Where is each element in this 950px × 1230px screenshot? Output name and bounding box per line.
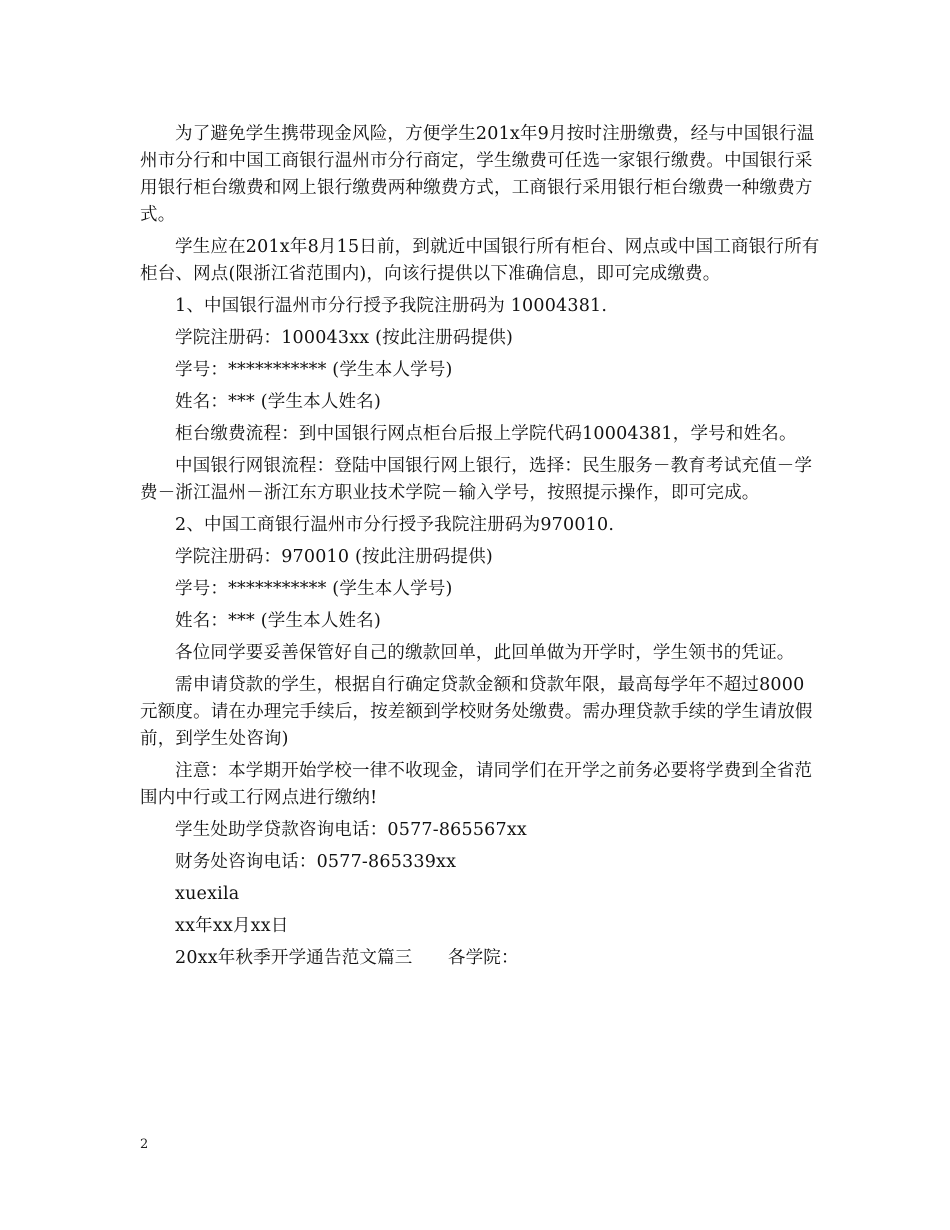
paragraph-cash-risk-notice: 为了避免学生携带现金风险，方便学生201x年9月按时注册缴费，经与中国银行温州市分行和中国工商银行温州市分行商定，学生缴费可任选一家银行缴费。中国银行采用银行柜台缴费和网上银行缴费两种缴费方式，工商银行采用银行柜台缴费一种缴费方式。 [140,123,815,225]
paragraph-no-cash-notice: 注意：本学期开始学校一律不收现金，请同学们在开学之前务必要将学费到全省范围内中行或工行网点进行缴纳! [140,760,813,808]
paragraph-boc-student-id: 学号：*********** (学生本人学号) [175,359,453,380]
paragraph-online-banking-process: 中国银行网银流程：登陆中国银行网上银行，选择：民生服务－教育考试充值－学费－浙江温州－浙江东方职业技术学院－输入学号，按照提示操作，即可完成。 [140,455,813,503]
document-body [140,118,820,974]
paragraph-keep-receipt: 各位同学要妥善保管好自己的缴款回单，此回单做为开学时，学生领书的凭证。 [175,642,795,663]
paragraph-icbc-college-code: 学院注册码：970010 (按此注册码提供) [175,546,493,567]
paragraph-counter-payment-process: 柜台缴费流程：到中国银行网点柜台后报上学院代码10004381，学号和姓名。 [175,423,797,444]
paragraph-loan-hotline: 学生处助学贷款咨询电话：0577-865567xx [175,819,527,840]
paragraph-boc-student-name: 姓名：*** (学生本人姓名) [175,391,381,412]
paragraph-icbc-registration-code: 2、中国工商银行温州市分行授予我院注册码为970010. [175,514,615,535]
paragraph-icbc-student-name: 姓名：*** (学生本人姓名) [175,610,381,631]
paragraph-date: xx年xx月xx日 [175,915,289,936]
paragraph-finance-hotline: 财务处咨询电话：0577-865339xx [175,851,457,872]
paragraph-next-article-heading: 20xx年秋季开学通告范文篇三 各学院： [175,947,519,968]
paragraph-loan-application: 需申请贷款的学生，根据自行确定贷款金额和贷款年限，最高每学年不超过8000元额度。请在办理完手续后，按差额到学校财务处缴费。需办理贷款手续的学生请放假前，到学生处咨询) [140,674,813,749]
paragraph-boc-college-code: 学院注册码：100043xx (按此注册码提供) [175,327,514,348]
paragraph-signature: xuexila [175,883,240,904]
paragraph-icbc-student-id: 学号：*********** (学生本人学号) [175,578,453,599]
paragraph-payment-deadline: 学生应在201x年8月15日前，到就近中国银行所有柜台、网点或中国工商银行所有柜台、网点(限浙江省范围内)，向该行提供以下准确信息，即可完成缴费。 [140,236,820,284]
page-number: 2 [140,1137,149,1152]
paragraph-boc-registration-code: 1、中国银行温州市分行授予我院注册码为 10004381. [175,295,608,316]
